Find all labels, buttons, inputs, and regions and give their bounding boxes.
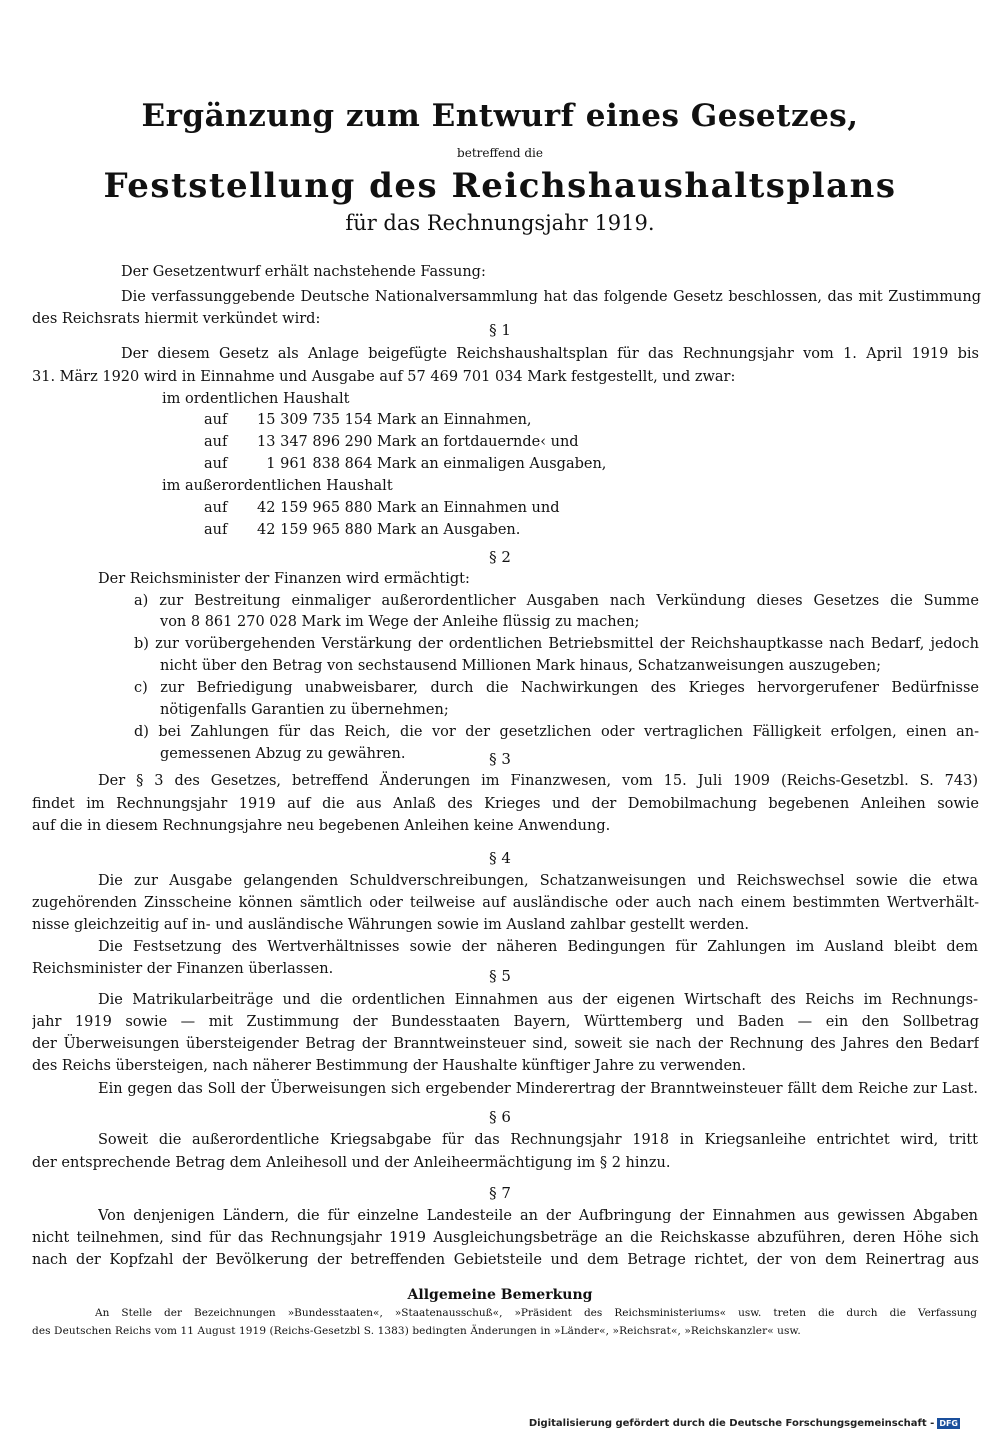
section-2-b-line-2: nicht über den Betrag von sechstausend Millionen Mark hinaus, Schatzanweisungen auszugeben; — [160, 658, 881, 674]
section-1-row-1: auf 15 309 735 154 Mark an Einnahmen, — [204, 412, 532, 428]
section-3-heading: § 3 — [489, 750, 511, 768]
section-2-c-line-2: nötigenfalls Garantien zu übernehmen; — [160, 702, 449, 718]
section-6-line-1: Soweit die außerordentliche Kriegsabgabe für das Rechnungsjahr 1918 in Kriegsanleihe entrichtet wird, tritt — [98, 1132, 978, 1148]
section-5-line-2: jahr 1919 sowie — mit Zustimmung der Bundesstaaten Bayern, Württemberg und Baden — ein den Sollbetrag — [32, 1014, 979, 1030]
section-2-d-line-2: gemessenen Abzug zu gewähren. — [160, 746, 406, 762]
section-3-line-1: Der § 3 des Gesetzes, betreffend Änderungen im Finanzwesen, vom 15. Juli 1909 (Reichs-Gesetzbl. S. 743) — [98, 773, 978, 789]
section-4-line-3: nisse gleichzeitig auf in- und ausländische Währungen sowie im Ausland zahlbar gestellt werden. — [32, 917, 750, 933]
section-1-row-5: auf 42 159 965 880 Mark an Ausgaben. — [204, 522, 521, 538]
section-2-c-line-1: c) zur Befriedigung unabweisbarer, durch die Nachwirkungen des Krieges hervorgerufener Bedürfnisse — [134, 680, 979, 696]
dfg-logo: DFG — [939, 1419, 958, 1428]
digitization-credit — [529, 1418, 960, 1429]
section-5-line-1: Die Matrikularbeiträge und die ordentlichen Einnahmen aus der eigenen Wirtschaft des Reichs im Rechnungs- — [98, 992, 978, 1008]
section-2-intro: Der Reichsminister der Finanzen wird ermächtigt: — [98, 571, 470, 587]
note-line-1: An Stelle der Bezeichnungen »Bundesstaaten«, »Staatenausschuß«, »Präsident des Reichsministeriums« usw. treten die durch die Verfassung — [95, 1307, 977, 1319]
intro-line-3: des Reichsrats hiermit verkündet wird: — [32, 311, 321, 327]
section-5-heading: § 5 — [489, 967, 511, 985]
section-2-a-line-2: von 8 861 270 028 Mark im Wege der Anleihe flüssig zu machen; — [160, 614, 640, 630]
section-1-row-2: auf 13 347 896 290 Mark an fortdauernde‹ und — [204, 434, 579, 450]
section-2-heading: § 2 — [489, 548, 511, 566]
section-1-row-4: auf 42 159 965 880 Mark an Einnahmen und — [204, 500, 560, 516]
intro-line-1: Der Gesetzentwurf erhält nachstehende Fassung: — [121, 264, 486, 280]
section-2-b-line-1: b) zur vorübergehenden Verstärkung der ordentlichen Betriebsmittel der Reichshauptkasse nach Bedarf, jedoch — [134, 636, 979, 652]
section-7-line-1: Von denjenigen Ländern, die für einzelne Landesteile an der Aufbringung der Einnahmen aus gewissen Abgaben — [98, 1208, 978, 1224]
section-5-line-3: der Überweisungen übersteigender Betrag der Branntweinsteuer sind, soweit sie nach der Rechnung des Jahres den Bedarf — [32, 1036, 979, 1052]
section-7-line-3: nach der Kopfzahl der Bevölkerung der betreffenden Gebietsteile und dem Betrage richtet, der von dem Reinertrag aus — [32, 1252, 979, 1268]
title-line-3: Feststellung des Reichshaushaltsplans — [103, 166, 897, 206]
title-line-2: betreffend die — [457, 146, 543, 160]
section-4-line-5: Reichsminister der Finanzen überlassen. — [32, 961, 334, 977]
section-1-ordinary-budget: im ordentlichen Haushalt — [162, 391, 350, 407]
section-3-line-2: findet im Rechnungsjahr 1919 auf die aus Anlaß des Krieges und der Demobilmachung begebenen Anleihen sowie — [32, 796, 979, 812]
section-4-heading: § 4 — [489, 849, 511, 867]
section-7-line-2: nicht teilnehmen, sind für das Rechnungsjahr 1919 Ausgleichungsbeträge an die Reichskasse abzuführen, deren Höhe sich — [32, 1230, 979, 1246]
title-line-4: für das Rechnungsjahr 1919. — [345, 211, 655, 235]
section-1-row-3: auf 1 961 838 864 Mark an einmaligen Ausgaben, — [204, 456, 607, 472]
credit-text: Digitalisierung gefördert durch die Deutsche Forschungsgemeinschaft - — [528, 1418, 935, 1429]
note-heading: Allgemeine Bemerkung — [407, 1287, 593, 1303]
section-1-extraordinary-budget: im außerordentlichen Haushalt — [162, 478, 393, 494]
section-4-line-4: Die Festsetzung des Wertverhältnisses sowie der näheren Bedingungen für Zahlungen im Ausland bleibt dem — [98, 939, 978, 955]
section-4-line-1: Die zur Ausgabe gelangenden Schuldverschreibungen, Schatzanweisungen und Reichswechsel sowie die etwa — [98, 873, 978, 889]
section-5-line-5: Ein gegen das Soll der Überweisungen sich ergebender Minderertrag der Branntweinsteuer fällt dem Reiche zur Last. — [98, 1081, 978, 1097]
section-2-d-line-1: d) bei Zahlungen für das Reich, die vor der gesetzlichen oder vertraglichen Fälligkeit erfolgen, einen an- — [134, 724, 979, 740]
section-7-heading: § 7 — [489, 1184, 511, 1202]
section-6-line-2: der entsprechende Betrag dem Anleihesoll und der Anleiheermächtigung im § 2 hinzu. — [32, 1155, 671, 1171]
note-line-2: des Deutschen Reichs vom 11 August 1919 (Reichs-Gesetzbl S. 1383) bedingten Änderungen in »Länder«, »Reichsrat«, »Reichskanzler« usw. — [32, 1325, 801, 1337]
intro-line-2: Die verfassunggebende Deutsche Nationalversammlung hat das folgende Gesetz beschlossen, das mit Zustimmung — [121, 289, 981, 305]
section-6-heading: § 6 — [489, 1108, 511, 1126]
section-2-a-line-1: a) zur Bestreitung einmaliger außerordentlicher Ausgaben nach Verkündung dieses Gesetzes die Summe — [134, 593, 979, 609]
section-1-heading: § 1 — [489, 321, 511, 339]
section-1-line-1: Der diesem Gesetz als Anlage beigefügte Reichshaushaltsplan für das Rechnungsjahr vom 1. April 1919 bis — [121, 346, 979, 362]
section-5-line-4: des Reichs übersteigen, nach näherer Bestimmung der Haushalte künftiger Jahre zu verwenden. — [32, 1058, 746, 1074]
section-3-line-3: auf die in diesem Rechnungsjahre neu begebenen Anleihen keine Anwendung. — [32, 818, 611, 834]
title-line-1: Ergänzung zum Entwurf eines Gesetzes, — [141, 98, 859, 134]
section-1-line-2: 31. März 1920 wird in Einnahme und Ausgabe auf 57 469 701 034 Mark festgestellt, und zwar: — [32, 369, 736, 385]
section-4-line-2: zugehörenden Zinsscheine können sämtlich oder teilweise auf ausländische oder auch nach einem bestimmten Wertverhält- — [32, 895, 979, 911]
